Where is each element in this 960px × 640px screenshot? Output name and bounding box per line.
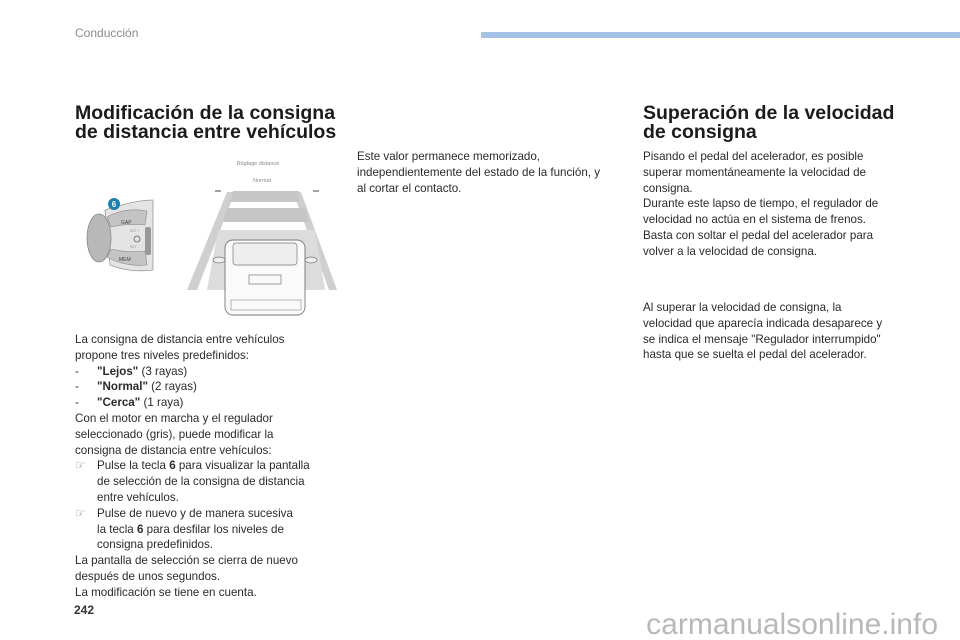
text-line: La pantalla de selección se cierra de nuevo xyxy=(75,554,299,568)
gap-label: GAP xyxy=(121,220,132,226)
text: para desfilar los niveles de xyxy=(143,522,284,536)
right-body-text-2 xyxy=(643,300,882,363)
steering-control-stalk xyxy=(87,198,153,271)
level-detail: (3 rayas) xyxy=(138,364,188,378)
section-header: Conducción xyxy=(75,26,139,40)
text-line xyxy=(75,522,310,538)
text-line: consigna. xyxy=(643,181,693,195)
text-line: hasta que se suelta el pedal del acelerador. xyxy=(643,348,867,362)
right-body-text-1 xyxy=(643,149,878,260)
level-detail: (2 rayas) xyxy=(147,380,197,394)
mem-label: MEM xyxy=(119,257,131,263)
distance-bar xyxy=(230,191,299,202)
text: para visualizar la pantalla xyxy=(175,459,310,473)
key-ref: 6 xyxy=(169,459,176,473)
text-line: La modificación se tiene en cuenta. xyxy=(75,585,257,599)
text-line: Al superar la velocidad de consigna, la xyxy=(643,301,842,314)
left-section-title xyxy=(75,104,336,142)
left-body-text xyxy=(75,332,310,601)
distance-bar xyxy=(223,208,309,222)
text-line: seleccionado (gris), puede modificar la xyxy=(75,427,274,441)
watermark: carmanualsonline.info xyxy=(646,608,938,640)
title-line: Superación de la velocidad xyxy=(643,102,895,124)
level-item xyxy=(75,395,310,411)
key-number: 6 xyxy=(111,200,117,209)
text-line: al cortar el contacto. xyxy=(357,181,462,195)
text: Pulse de nuevo y de manera sucesiva xyxy=(97,506,293,520)
set-plus-label: SET + xyxy=(130,229,140,233)
distance-setting-illustration xyxy=(75,155,340,320)
right-section-title xyxy=(643,104,894,142)
text-line: Basta con soltar el pedal del acelerador para xyxy=(643,228,874,242)
screen-value: Normal xyxy=(253,178,271,184)
dash: - xyxy=(75,380,79,394)
title-line: Modificación de la consigna xyxy=(75,102,336,124)
text-line: propone tres niveles predefinidos: xyxy=(75,348,250,362)
text-line: Con el motor en marcha y el regulador xyxy=(75,411,273,425)
step-item xyxy=(75,458,310,474)
text-line: independientemente del estado de la función, y xyxy=(357,165,601,179)
distance-screen xyxy=(187,161,337,315)
middle-body-text xyxy=(357,149,600,196)
dash: - xyxy=(75,396,79,410)
text-line: velocidad no actúa en el sistema de frenos. xyxy=(643,213,866,227)
title-line: de consigna xyxy=(643,121,757,143)
dash: - xyxy=(75,364,79,378)
text-line: Durante este lapso de tiempo, el regulador de xyxy=(643,197,879,211)
page-number: 242 xyxy=(74,603,95,617)
key-ref: 6 xyxy=(136,522,144,536)
set-minus-label: SET - xyxy=(130,245,139,249)
level-name: "Cerca" xyxy=(97,396,141,410)
text-line: después de unos segundos. xyxy=(75,569,221,583)
text: la tecla xyxy=(97,522,137,536)
title-line: de distancia entre vehículos xyxy=(75,121,337,143)
text-line: entre vehículos. xyxy=(97,490,179,504)
text-line: consigna de distancia entre vehículos: xyxy=(75,443,272,457)
text: Pulse la tecla xyxy=(97,459,170,473)
screen-title: Réglage distance xyxy=(236,161,280,167)
text-line: de selección de la consigna de distancia xyxy=(97,475,305,489)
text-line: superar momentáneamente la velocidad de xyxy=(643,165,866,179)
text-line: Este valor permanece memorizado, xyxy=(357,150,541,163)
text-line: Pisando el pedal del acelerador, es posible xyxy=(643,150,864,163)
level-detail: (1 raya) xyxy=(140,396,184,410)
pointing-hand-icon: ☞ xyxy=(75,506,86,520)
text-line: volver a la velocidad de consigna. xyxy=(643,244,818,258)
level-name: "Lejos" xyxy=(97,364,139,378)
pointing-hand-icon: ☞ xyxy=(75,459,86,473)
level-name: "Normal" xyxy=(97,380,148,394)
header-accent-bar xyxy=(481,32,960,38)
level-item xyxy=(75,364,310,380)
text-line: consigna predefinidos. xyxy=(97,538,214,552)
step-item xyxy=(75,506,310,522)
text-line: se indica el mensaje "Regulador interrumpido" xyxy=(643,332,881,346)
level-item xyxy=(75,379,310,395)
text-line: velocidad que aparecía indicada desaparece y xyxy=(643,316,883,330)
text-line: La consigna de distancia entre vehículos xyxy=(75,333,285,346)
